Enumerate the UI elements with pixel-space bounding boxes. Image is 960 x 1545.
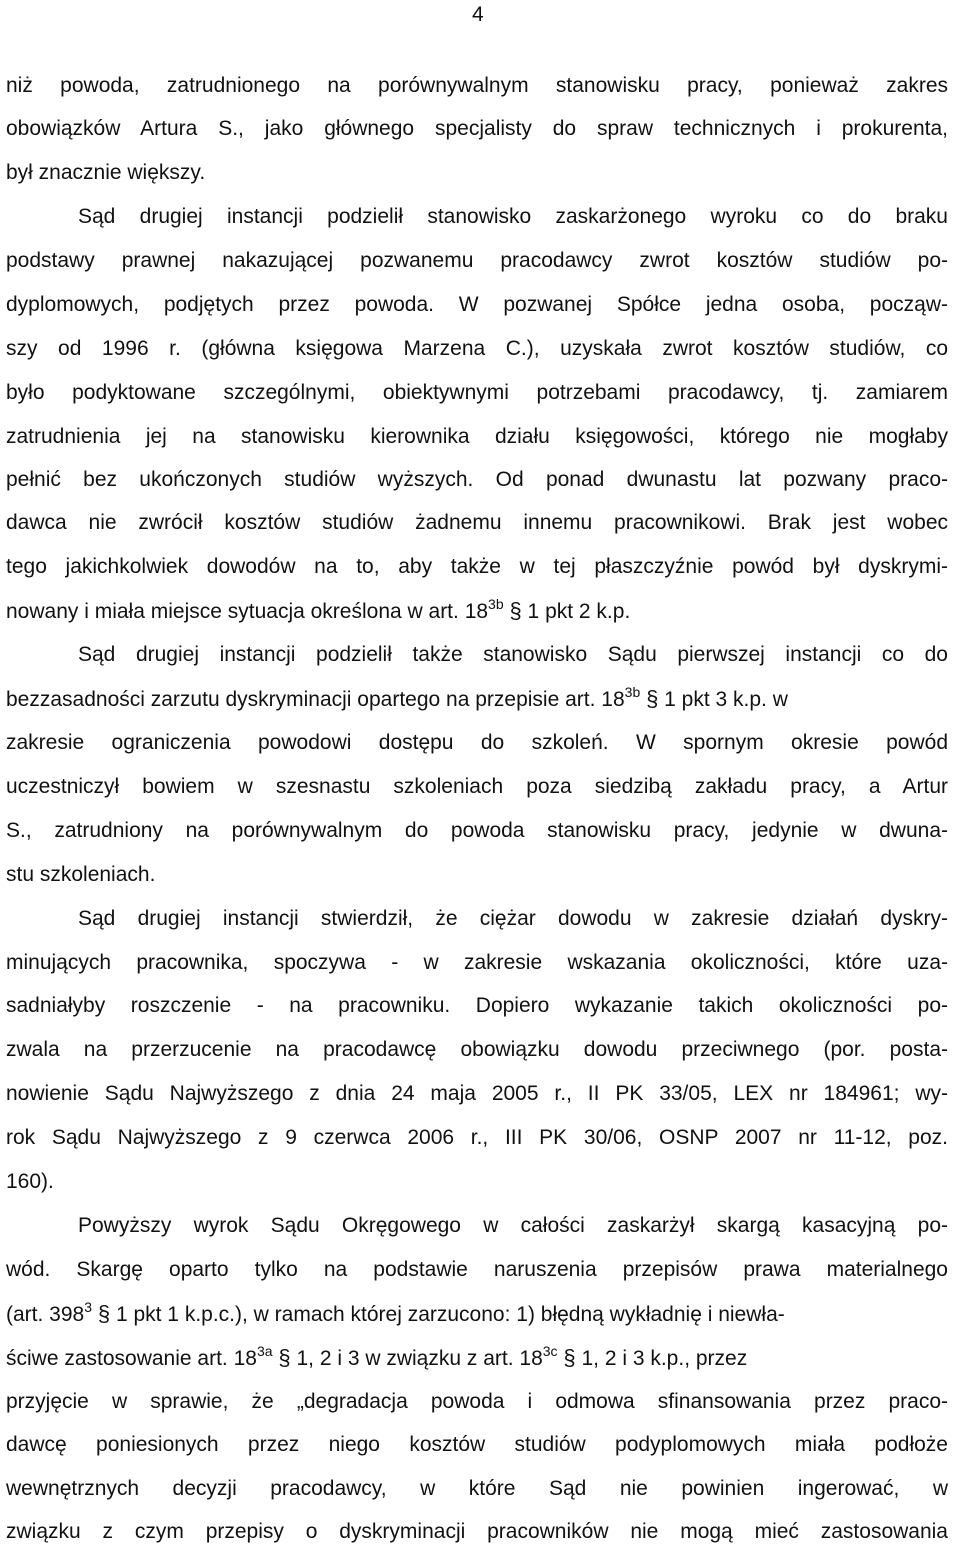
- text-line: dyplomowych, podjętych przez powoda. W pozwanej Spółce jedna osoba, począw-: [6, 293, 948, 316]
- text-span: (art. 398: [6, 1303, 85, 1326]
- text-line: było podyktowane szczególnymi, obiektywnymi potrzebami pracodawcy, tj. zamiarem: [6, 381, 948, 404]
- text-line: Sąd drugiej instancji podzielił stanowisko zaskarżonego wyroku co do braku: [78, 205, 948, 228]
- text-line: przyjęcie w sprawie, że „degradacja powoda i odmowa sfinansowania przez praco-: [6, 1390, 948, 1413]
- text-span: 1 pkt 2 k.p.: [521, 600, 631, 623]
- text-line: uczestniczył bowiem w szesnastu szkoleniach poza siedzibą zakładu pracy, a Artur: [6, 775, 948, 798]
- text-line: szy od 1996 r. (główna księgowa Marzena C.), uzyskała zwrot kosztów studiów, co: [6, 337, 948, 360]
- text-line: [6, 598, 948, 626]
- text-span: 1, 2 i 3 k.p., przez: [575, 1347, 748, 1370]
- text-line: Powyższy wyrok Sądu Okręgowego w całości zaskarżył skargą kasacyjną po-: [78, 1214, 948, 1237]
- text-line: [6, 1301, 948, 1329]
- paragraph-sign: §: [563, 1345, 576, 1370]
- superscript: 3: [84, 1299, 93, 1315]
- superscript: 3b: [488, 596, 504, 612]
- text-line: dawcę poniesionych przez niego kosztów studiów podyplomowych miała podłoże: [6, 1433, 948, 1456]
- text-line: obowiązków Artura S., jako głównego specjalisty do spraw technicznych i prokurenta,: [6, 117, 948, 140]
- text-line: Sąd drugiej instancji podzielił także stanowisko Sądu pierwszej instancji co do: [78, 643, 948, 666]
- text-line: był znacznie większy.: [6, 161, 206, 184]
- paragraph-sign: §: [97, 1301, 111, 1326]
- text-line: S., zatrudniony na porównywalnym do powoda stanowisku pracy, jedynie w dwuna-: [6, 819, 948, 842]
- paragraph-sign: §: [509, 598, 522, 623]
- text-line: [6, 686, 948, 714]
- text-line: dawca nie zwrócił kosztów studiów żadnemu innemu pracownikowi. Brak jest wobec: [6, 511, 948, 534]
- text-line: zatrudnienia jej na stanowisku kierownika działu księgowości, którego nie mogłaby: [6, 425, 948, 448]
- text-line: nowienie Sądu Najwyższego z dnia 24 maja 2005 r., II PK 33/05, LEX nr 184961; wy-: [6, 1082, 948, 1105]
- text-line: sadniałyby roszczenie - na pracowniku. Dopiero wykazanie takich okoliczności po-: [6, 994, 948, 1017]
- superscript: 3c: [542, 1343, 558, 1359]
- text-line: niż powoda, zatrudnionego na porównywalnym stanowisku pracy, ponieważ zakres: [6, 74, 948, 97]
- text-span: bezzasadności zarzutu dyskryminacji opartego na przepisie art. $18^{3b}$ § 1 pkt 3 k.p. w: [6, 684, 788, 711]
- text-span: nowany i miała miejsce sytuacja określona w art. 18: [6, 600, 489, 623]
- text-line: podstawy prawnej nakazującej pozwanemu pracodawcy zwrot kosztów studiów po-: [6, 249, 948, 272]
- superscript: 3b: [624, 684, 641, 700]
- text-line: związku z czym przepisy o dyskryminacji pracowników nie mogą mieć zastosowania: [6, 1520, 948, 1543]
- text-line: minujących pracownika, spoczywa - w zakresie wskazania okoliczności, które uza-: [6, 951, 948, 974]
- text-span: ściwe zastosowanie art. 18: [6, 1347, 257, 1370]
- text-line: 160).: [6, 1170, 54, 1193]
- text-span: 1 pkt 1 k.p.c.), w ramach której zarzucono: 1) błędną wykładnię i niewła-: [110, 1303, 785, 1326]
- text-line: zwala na przerzucenie na pracodawcę obowiązku dowodu przeciwnego (por. posta-: [6, 1038, 948, 1061]
- text-line: pełnić bez ukończonych studiów wyższych. Od ponad dwunastu lat pozwany praco-: [6, 468, 948, 491]
- text-line: tego jakichkolwiek dowodów na to, aby także w tej płaszczyźnie powód był dyskrymi-: [6, 555, 948, 578]
- page-number: 4: [472, 3, 484, 26]
- text-line: wód. Skargę oparto tylko na podstawie naruszenia przepisów prawa materialnego: [6, 1258, 948, 1281]
- paragraph-sign: §: [278, 1345, 291, 1370]
- text-line: wewnętrznych decyzji pracodawcy, w które Sąd nie powinien ingerować, w: [6, 1477, 948, 1500]
- text-span: 1, 2 i 3 w związku z art. 18: [290, 1347, 543, 1370]
- text-line: [6, 1345, 948, 1373]
- superscript: 3a: [256, 1343, 273, 1359]
- text-line: Sąd drugiej instancji stwierdził, że ciężar dowodu w zakresie działań dyskry-: [78, 907, 948, 930]
- text-line: zakresie ograniczenia powodowi dostępu do szkoleń. W spornym okresie powód: [6, 731, 948, 754]
- text-line: rok Sądu Najwyższego z 9 czerwca 2006 r., III PK 30/06, OSNP 2007 nr 11-12, poz.: [6, 1126, 948, 1149]
- text-line: stu szkoleniach.: [6, 863, 156, 886]
- paragraph-sign: §: [646, 686, 659, 711]
